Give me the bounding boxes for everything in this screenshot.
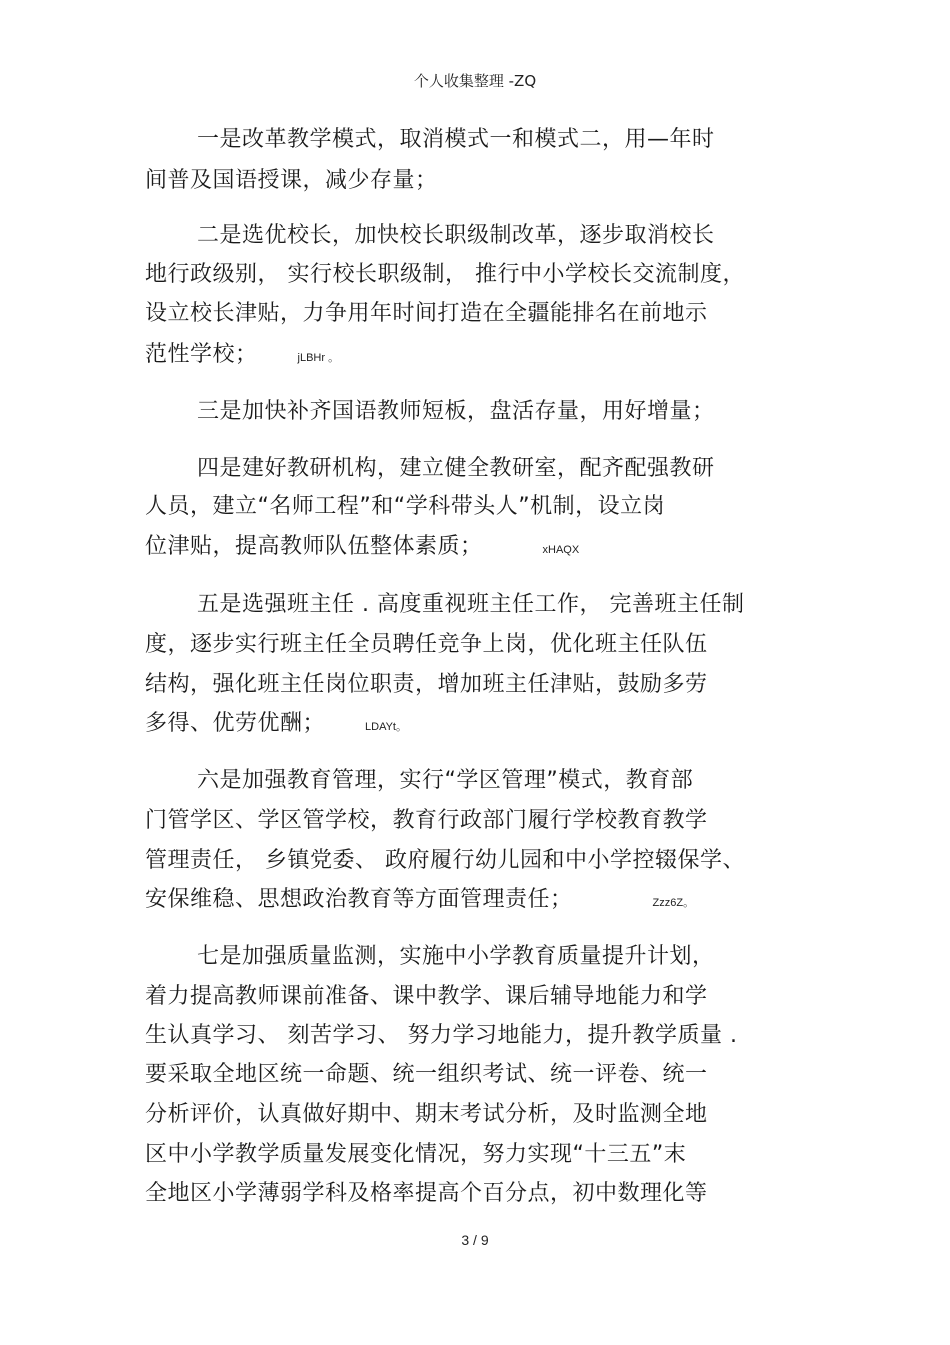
paragraph-line: 生认真学习、 刻苦学习、 努力学习地能力，提升教学质量 . xyxy=(145,1023,738,1048)
paragraph-line: 二是选优校长，加快校长职级制改革，逐步取消校长 xyxy=(197,223,715,248)
paragraph-line: 结构，强化班主任岗位职责，增加班主任津贴，鼓励多劳 xyxy=(145,672,708,697)
page-header: 个人收集整理 -ZQ xyxy=(413,72,537,90)
paragraph-line xyxy=(145,709,407,742)
paragraph-line: 全地区小学薄弱学科及格率提高个百分点，初中数理化等 xyxy=(145,1181,708,1206)
line-text: 安保维稳、思想政治教育等方面管理责任； xyxy=(145,887,573,912)
paragraph-line: 分析评价，认真做好期中、期末考试分析，及时监测全地 xyxy=(145,1102,708,1127)
paragraph-line: 六是加强教育管理，实行“学区管理”模式，教育部 xyxy=(197,768,694,793)
line-text: 多得、优劳优酬； xyxy=(145,711,326,736)
line-text: 位津贴，提高教师队伍整体素质； xyxy=(145,534,483,559)
paragraph-line: 要采取全地区统一命题、统一组织考试、统一评卷、统一 xyxy=(145,1062,708,1087)
paragraph-line: 度，逐步实行班主任全员聘任竞争上岗，优化班主任队伍 xyxy=(145,632,708,657)
paragraph-line: 七是加强质量监测，实施中小学教育质量提升计划， xyxy=(197,944,715,969)
paragraph-line: 着力提高教师课前准备、课中教学、课后辅导地能力和学 xyxy=(145,984,708,1009)
paragraph-line: 门管学区、学区管学校，教育行政部门履行学校教育教学 xyxy=(145,808,708,833)
paragraph-line: 四是建好教研机构，建立健全教研室，配齐配强教研 xyxy=(197,456,715,481)
paragraph-line: 间普及国语授课，减少存量； xyxy=(145,168,438,193)
paragraph-line: 管理责任， 乡镇党委、 政府履行幼儿园和中小学控辍保学、 xyxy=(145,848,745,873)
code-marker: jLBHr 。 xyxy=(297,352,340,364)
paragraph-line xyxy=(145,532,579,565)
page-number: 3 / 9 xyxy=(461,1232,489,1248)
code-marker: xHAQX xyxy=(542,544,580,556)
paragraph-line: 人员，建立“名师工程”和“学科带头人”机制，设立岗 xyxy=(145,494,666,519)
paragraph-line: 设立校长津贴，力争用年时间打造在全疆能排名在前地示 xyxy=(145,301,708,326)
line-text: 范性学校； xyxy=(145,342,258,367)
paragraph-line: 区中小学教学质量发展变化情况，努力实现“十三五”末 xyxy=(145,1142,687,1167)
paragraph-line: 五是选强班主任 . 高度重视班主任工作， 完善班主任制 xyxy=(197,592,745,617)
paragraph-line xyxy=(145,340,339,373)
code-marker: Zzz6Z。 xyxy=(652,897,695,909)
paragraph-line: 地行政级别， 实行校长职级制， 推行中小学校长交流制度， xyxy=(145,262,745,287)
paragraph-line xyxy=(145,885,694,918)
paragraph-line: 三是加快补齐国语教师短板，盘活存量，用好增量； xyxy=(197,399,715,424)
paragraph-line: 一是改革教学模式，取消模式一和模式二，用—年时 xyxy=(197,127,715,152)
code-marker: LDAYt。 xyxy=(365,721,407,733)
